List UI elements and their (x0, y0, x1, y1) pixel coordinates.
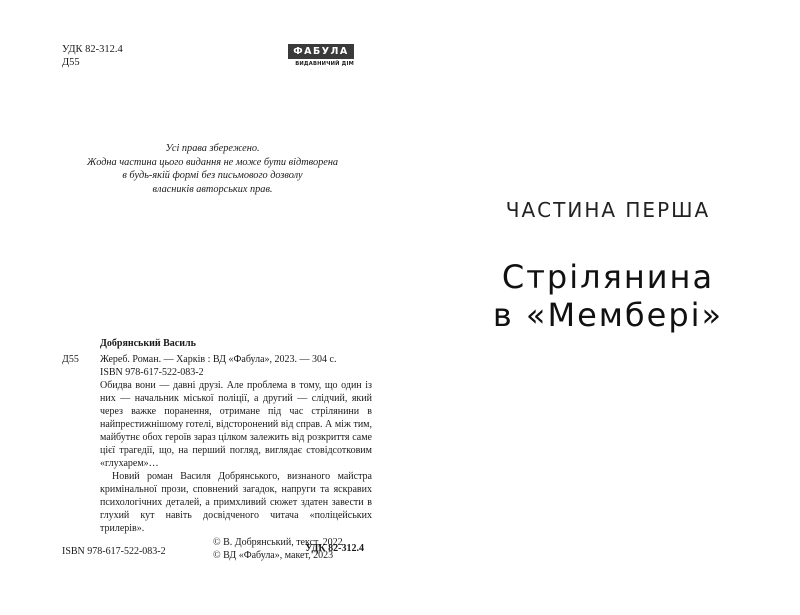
book-title-line: Стрілянина (501, 258, 715, 296)
catalog-author: Добрянський Василь (100, 338, 196, 349)
rights-line: власників авторських прав. (152, 183, 273, 195)
logo-mark: ФАБУЛА (288, 44, 354, 59)
rights-notice (80, 142, 345, 196)
catalog-title-row (62, 353, 372, 366)
rights-line: в будь-якій формі без письмового дозволу (122, 170, 303, 181)
rights-line: Жодна частина цього видання не може бути відтворена (86, 156, 339, 168)
book-title-line: в «Мембері» (492, 296, 724, 334)
catalog-annotation (62, 379, 372, 535)
book-title (458, 258, 758, 334)
catalog-udk: УДК 82-312.4 (305, 543, 364, 554)
udk-code: Д55 (62, 57, 80, 68)
right-page (400, 0, 800, 615)
annotation-paragraph: Обидва вони — давні друзі. Але проблема в тому, що один із них — начальник міської поліції, а другий — слідчий, який через важке поранення, отримане під час стрілянини в найпрестижнішому готелі, відсторонений від справ. А між тим, майбутнє обох героїв зараз цілком залежить від розкриття саме цієї трагедії, що, на перший погляд, виглядає стовідсотковим «глухарем»… (100, 380, 372, 469)
copyright-line: © В. Добрянський, текст, 2022 (213, 537, 343, 548)
part-title: ЧАСТИНА ПЕРША (505, 198, 711, 222)
copyright-line: © ВД «Фабула», макет, 2023 (213, 550, 334, 561)
catalog-code: Д55 (62, 354, 79, 365)
publisher-logo (288, 44, 354, 70)
catalog-record (62, 337, 372, 555)
logo-subtitle: ВИДАВНИЧИЙ ДІМ (295, 61, 354, 67)
copyright-block (213, 536, 343, 562)
udk-label: УДК 82-312.4 (62, 44, 123, 55)
udk-header (62, 43, 123, 69)
catalog-title-line: Жереб. Роман. — Харків : ВД «Фабула», 2023. — 304 с. (100, 354, 337, 365)
annotation-paragraph: Новий роман Василя Добрянського, визнаного майстра кримінальної прози, сповнений загадок, напруги та яскравих психологічних деталей, а примхливий сюжет здатен завести в глухий кут навіть досвідченого читача «поліцейських трилерів». (100, 471, 372, 534)
rights-line: Усі права збережено. (165, 143, 260, 154)
isbn-footer: ISBN 978-617-522-083-2 (62, 546, 166, 557)
catalog-isbn: ISBN 978-617-522-083-2 (100, 367, 204, 378)
